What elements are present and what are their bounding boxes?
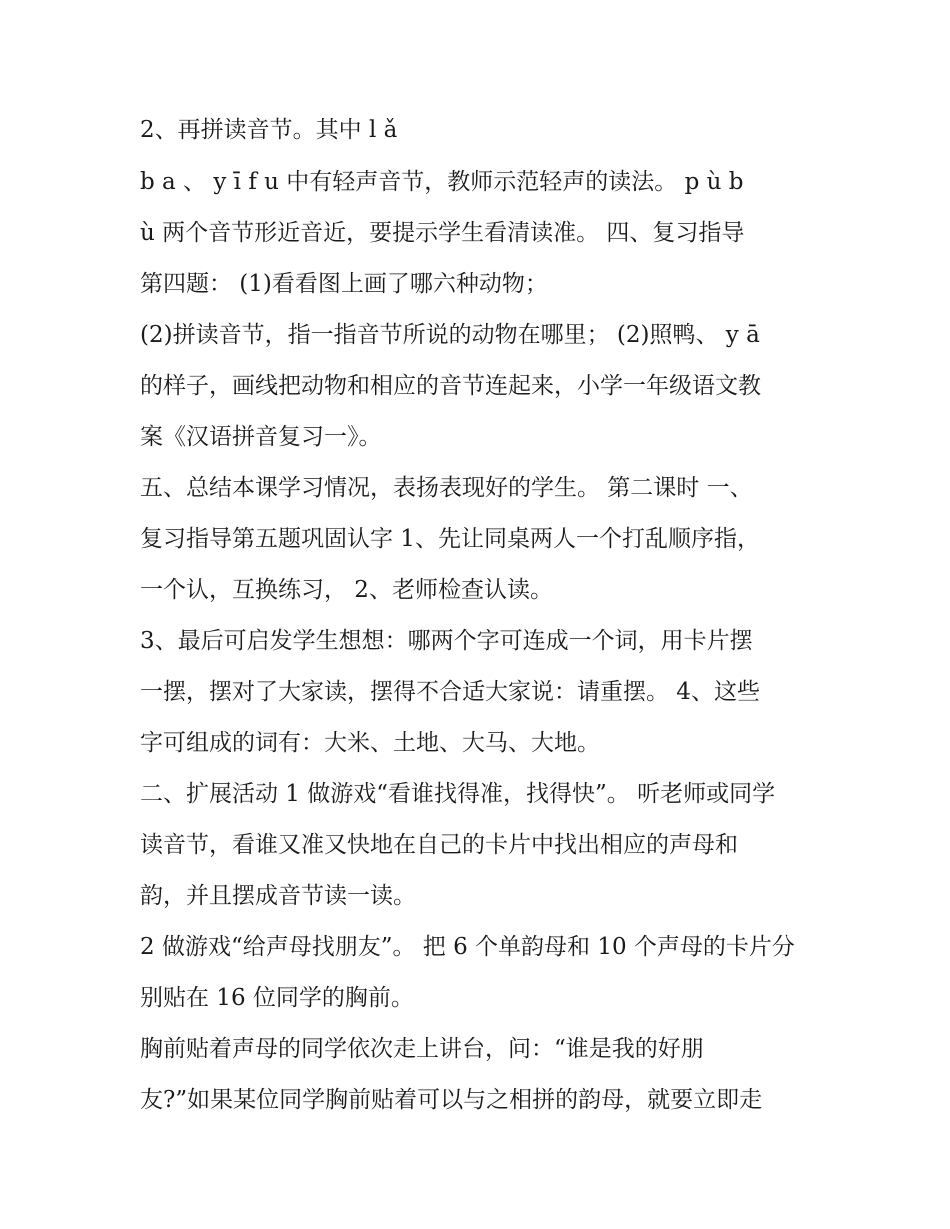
text-line: 五、总结本课学习情况，表扬表现好的学生。 第二课时 一、 — [140, 475, 753, 501]
text-line: b a 、 y ī f u 中有轻声音节，教师示范轻声的读法。 p ù b — [140, 169, 744, 195]
text-line: 3、最后可启发学生想想：哪两个字可连成一个词，用卡片摆 — [140, 628, 753, 654]
text-line: ù 两个音节形近音近，要提示学生看清读准。 四、复习指导 — [140, 220, 745, 246]
text-line: 案《汉语拼音复习一》。 — [140, 424, 382, 450]
text-line: 复习指导第五题巩固认字 1、先让同桌两人一个打乱顺序指， — [140, 526, 760, 552]
text-line: 一摆，摆对了大家读，摆得不合适大家说：请重摆。 4、这些 — [140, 679, 760, 705]
text-line: (2)拼读音节，指一指音节所说的动物在哪里； (2)照鸭、 y ā — [140, 322, 760, 348]
text-line: 胸前贴着声母的同学依次走上讲台，问：“谁是我的好朋 — [140, 1036, 704, 1062]
text-line: 2、再拼读音节。其中 l ǎ — [140, 117, 398, 143]
text-line: 友?”如果某位同学胸前贴着可以与之相拼的韵母，就要立即走 — [140, 1087, 763, 1113]
text-line: 2 做游戏“给声母找朋友”。 把 6 个单韵母和 10 个声母的卡片分 — [140, 934, 795, 960]
text-line: 读音节，看谁又准又快地在自己的卡片中找出相应的声母和 — [140, 832, 738, 858]
text-line: 二、扩展活动 1 做游戏“看谁找得准，找得快”。 听老师或同学 — [140, 781, 776, 807]
text-line: 字可组成的词有：大米、土地、大马、大地。 — [140, 730, 600, 756]
text-line: 第四题： (1)看看图上画了哪六种动物； — [140, 271, 548, 297]
text-line: 一个认，互换练习， 2、老师检查认读。 — [140, 577, 553, 603]
text-line: 别贴在 16 位同学的胸前。 — [140, 985, 414, 1011]
text-line: 韵，并且摆成音节读一读。 — [140, 883, 416, 909]
text-line: 的样子，画线把动物和相应的音节连起来，小学一年级语文教 — [140, 373, 761, 399]
